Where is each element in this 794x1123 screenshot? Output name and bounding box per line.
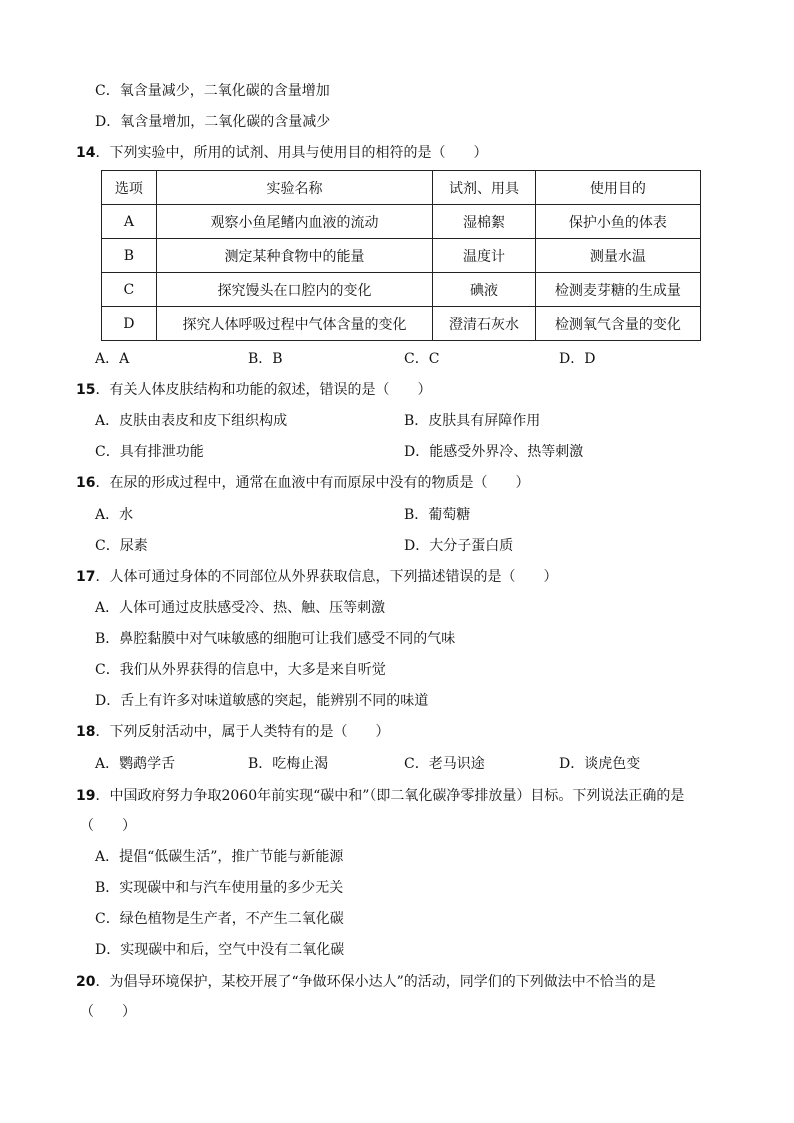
q19-option-b: B．实现碳中和与汽车使用量的多少无关 xyxy=(95,880,344,896)
q16-stem-text: ．在尿的形成过程中，通常在血液中有而原尿中没有的物质是（ ） xyxy=(95,475,530,491)
table-row xyxy=(102,307,701,341)
q18-option-a: A．鹦鹉学舌 xyxy=(95,756,176,772)
q16-number: 16 xyxy=(76,475,96,491)
q14-option-d: D．D xyxy=(559,351,596,367)
table-cell: 观察小鱼尾鳍内血液的流动 xyxy=(156,205,433,239)
q18-option-b: B．吃梅止渴 xyxy=(248,756,329,772)
q19-stem-continuation: （ ） xyxy=(80,818,136,834)
q19-stem xyxy=(76,786,684,806)
table-cell: 湿棉絮 xyxy=(433,205,536,239)
q15-number: 15 xyxy=(76,382,96,398)
q18-option-d: D．谈虎色变 xyxy=(559,756,641,772)
q20-stem xyxy=(76,972,656,992)
q18-stem xyxy=(76,722,389,742)
q19-option-a: A．提倡“低碳生活”，推广节能与新能源 xyxy=(95,849,344,865)
table-cell: B xyxy=(102,239,157,273)
q15-stem xyxy=(76,380,431,400)
table-cell: 温度计 xyxy=(433,239,536,273)
q16-option-d: D．大分子蛋白质 xyxy=(404,538,514,554)
q14-option-a: A．A xyxy=(95,351,130,367)
q20-stem-continuation: （ ） xyxy=(80,1004,136,1020)
q17-option-d: D．舌上有许多对味道敏感的突起，能辨别不同的味道 xyxy=(95,693,429,709)
q14-option-b: B．B xyxy=(248,351,283,367)
table-cell: 测量水温 xyxy=(535,239,700,273)
q20-number: 20 xyxy=(76,974,96,990)
table-cell: 探究人体呼吸过程中气体含量的变化 xyxy=(156,307,433,341)
q15-option-a: A．皮肤由表皮和皮下组织构成 xyxy=(95,413,288,429)
q17-option-c: C．我们从外界获得的信息中，大多是来自听觉 xyxy=(95,662,386,678)
q17-option-a: A．人体可通过皮肤感受冷、热、触、压等刺激 xyxy=(95,600,386,616)
q14-stem-text: ．下列实验中，所用的试剂、用具与使用目的相符的是（ ） xyxy=(95,145,488,161)
q20-stem-text: ．为倡导环境保护，某校开展了“争做环保小达人”的活动，同学们的下列做法中不恰当的是 xyxy=(95,974,656,990)
table-cell: 检测麦芽糖的生成量 xyxy=(535,273,700,307)
table-cell: 碘液 xyxy=(433,273,536,307)
table-cell: C xyxy=(102,273,157,307)
table-header-row xyxy=(102,171,701,205)
q15-option-d: D．能感受外界冷、热等刺激 xyxy=(404,444,584,460)
table-header-cell: 实验名称 xyxy=(156,171,433,205)
q15-option-b: B．皮肤具有屏障作用 xyxy=(404,413,541,429)
table-cell: 澄清石灰水 xyxy=(433,307,536,341)
q17-stem-text: ．人体可通过身体的不同部位从外界获取信息，下列描述错误的是（ ） xyxy=(95,569,558,585)
q16-option-b: B．葡萄糖 xyxy=(404,507,471,523)
q18-option-c: C．老马识途 xyxy=(404,756,485,772)
q19-option-d: D．实现碳中和后，空气中没有二氧化碳 xyxy=(95,942,345,958)
table-header-cell: 试剂、用具 xyxy=(433,171,536,205)
q19-stem-text: ．中国政府努力争取2060年前实现“碳中和”（即二氧化碳净零排放量）目标。下列说法正确的是 xyxy=(95,788,685,804)
q17-stem xyxy=(76,567,557,587)
q19-option-c: C．绿色植物是生产者，不产生二氧化碳 xyxy=(95,911,344,927)
q13-option-d: D．氧含量增加，二氧化碳的含量减少 xyxy=(95,114,331,130)
table-header-cell: 选项 xyxy=(102,171,157,205)
table-row xyxy=(102,205,701,239)
q13-option-c: C．氧含量减少，二氧化碳的含量增加 xyxy=(95,83,330,99)
q14-number: 14 xyxy=(76,145,96,161)
table-row xyxy=(102,239,701,273)
q16-option-a: A．水 xyxy=(95,507,134,523)
q14-option-c: C．C xyxy=(404,351,440,367)
q18-number: 18 xyxy=(76,724,96,740)
q15-option-c: C．具有排泄功能 xyxy=(95,444,204,460)
q18-stem-text: ．下列反射活动中，属于人类特有的是（ ） xyxy=(95,724,390,740)
table-cell: A xyxy=(102,205,157,239)
table-cell: 测定某种食物中的能量 xyxy=(156,239,433,273)
q17-option-b: B．鼻腔黏膜中对气味敏感的细胞可让我们感受不同的气味 xyxy=(95,631,456,647)
q15-stem-text: ．有关人体皮肤结构和功能的叙述，错误的是（ ） xyxy=(95,382,432,398)
q19-number: 19 xyxy=(76,788,96,804)
table-cell: 探究馒头在口腔内的变化 xyxy=(156,273,433,307)
q17-number: 17 xyxy=(76,569,96,585)
table-cell: D xyxy=(102,307,157,341)
table-cell: 检测氧气含量的变化 xyxy=(535,307,700,341)
table-row xyxy=(102,273,701,307)
q16-option-c: C．尿素 xyxy=(95,538,148,554)
q16-stem xyxy=(76,473,529,493)
table-cell: 保护小鱼的体表 xyxy=(535,205,700,239)
q14-stem xyxy=(76,143,487,163)
table-header-cell: 使用目的 xyxy=(535,171,700,205)
experiment-table xyxy=(101,170,701,341)
